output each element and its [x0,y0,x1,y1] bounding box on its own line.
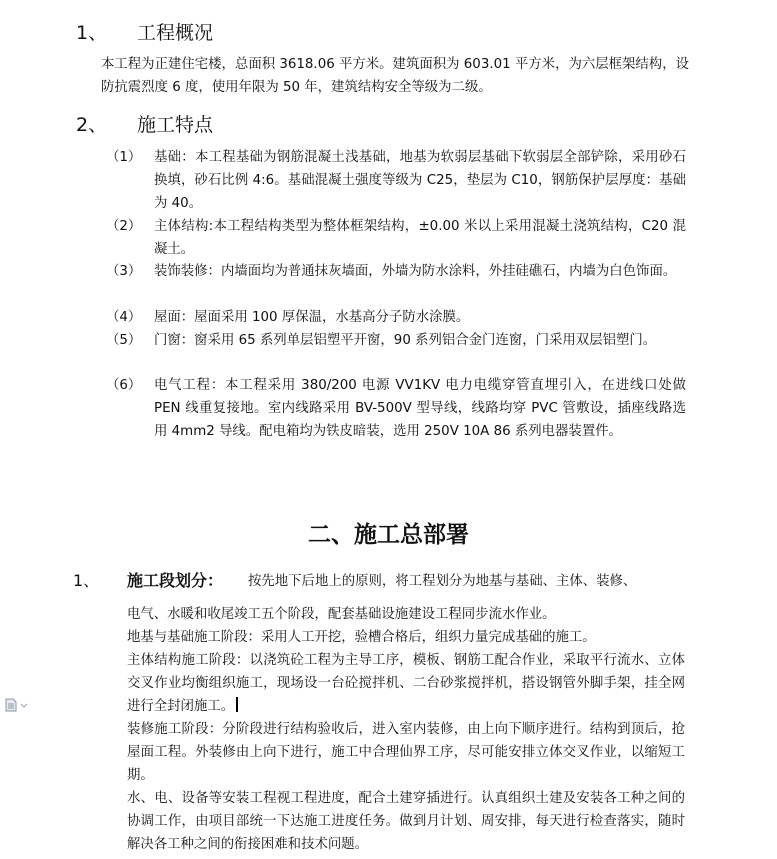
item-number: （5） [106,333,142,348]
text-cursor [236,697,238,712]
section-title: 施工段划分： [127,571,224,590]
section-heading-phases [73,569,637,593]
phase-paragraph: 地基与基础施工阶段：采用人工开挖，验槽合格后，组织力量完成基础的施工。 [127,630,596,645]
item-text: 电气工程：本工程采用 380/200 电源 VV1KV 电力电缆穿管直埋引入，在进线口处做 PEN 线重复接地。室内线路采用 BV-500V 型导线，线路均穿 PVC 管敷设，插座线路选用 4mm2 导线。配电箱均为铁皮暗装，选用 250V 10A 86 系列电器装置件。 [154,378,686,439]
chapter-title: 二、施工总部署 [308,522,469,548]
section-lead-text: 按先地下后地上的原则，将工程划分为地基与基础、主体、装修、 [248,574,637,589]
phase-paragraph: 装修施工阶段：分阶段进行结构验收后，进入室内装修，由上向下顺序进行。结构到顶后，抢屋面工程。外装修由上向下进行，施工中合理仙界工序，尽可能安排立体交叉作业，以缩短工期。 [127,722,685,783]
item-number: （6） [106,378,142,393]
section-number: 1、 [73,571,100,590]
section-number: 2、 [76,114,108,136]
item-number: （3） [106,264,142,279]
phase-paragraph: 电气、水暖和收尾竣工五个阶段，配套基础设施建设工程同步流水作业。 [127,607,556,622]
item-text: 主体结构:本工程结构类型为整体框架结构，±0.00 米以上采用混凝土浇筑结构，C20 混凝土。 [154,219,686,257]
overview-paragraph: 本工程为正建住宅楼，总面积 3618.06 平方米。建筑面积为 603.01 平方米，为六层框架结构，设防抗震烈度 6 度，使用年限为 50 年，建筑结构安全等级为二级。 [101,57,689,95]
item-number: （1） [106,150,142,165]
item-text: 门窗：窗采用 65 系列单层铝塑平开窗，90 系列铝合金门连窗，门采用双层铝塑门。 [154,333,657,348]
phase-paragraph: 主体结构施工阶段：以浇筑砼工程为主导工序，模板、钢筋工配合作业，采取平行流水、立体交叉作业均衡组织施工，现场设一台砼搅拌机、二台砂浆搅拌机，搭设钢管外脚手架，挂全网进行全封闭施工。 [127,653,685,714]
section-title: 工程概况 [137,22,214,44]
document-icon[interactable] [4,697,30,711]
item-number: （2） [106,219,142,234]
item-text: 屋面：屋面采用 100 厚保温，水基高分子防水涂膜。 [154,310,470,325]
item-text: 装饰装修：内墙面均为普通抹灰墙面，外墙为防水涂料，外挂硅礁石，内墙为白色饰面。 [154,264,677,279]
item-text: 基础：本工程基础为钢筋混凝土浅基础，地基为软弱层基础下软弱层全部铲除，采用砂石换填，砂石比例 4:6。基础混凝土强度等级为 C25，垫层为 C10，钢筋保护层厚度：基础为 40。 [154,150,686,211]
phase-paragraph: 水、电、设备等安装工程视工程进度，配合土建穿插进行。认真组织土建及安装各工种之间的协调工作，由项目部统一下达施工进度任务。做到月计划、周安排，每天进行检查落实，随时解决各工种之间的衔接困难和技术问题。 [127,791,685,852]
section-number: 1、 [76,22,108,44]
section-title: 施工特点 [137,114,214,136]
item-number: （4） [106,310,142,325]
